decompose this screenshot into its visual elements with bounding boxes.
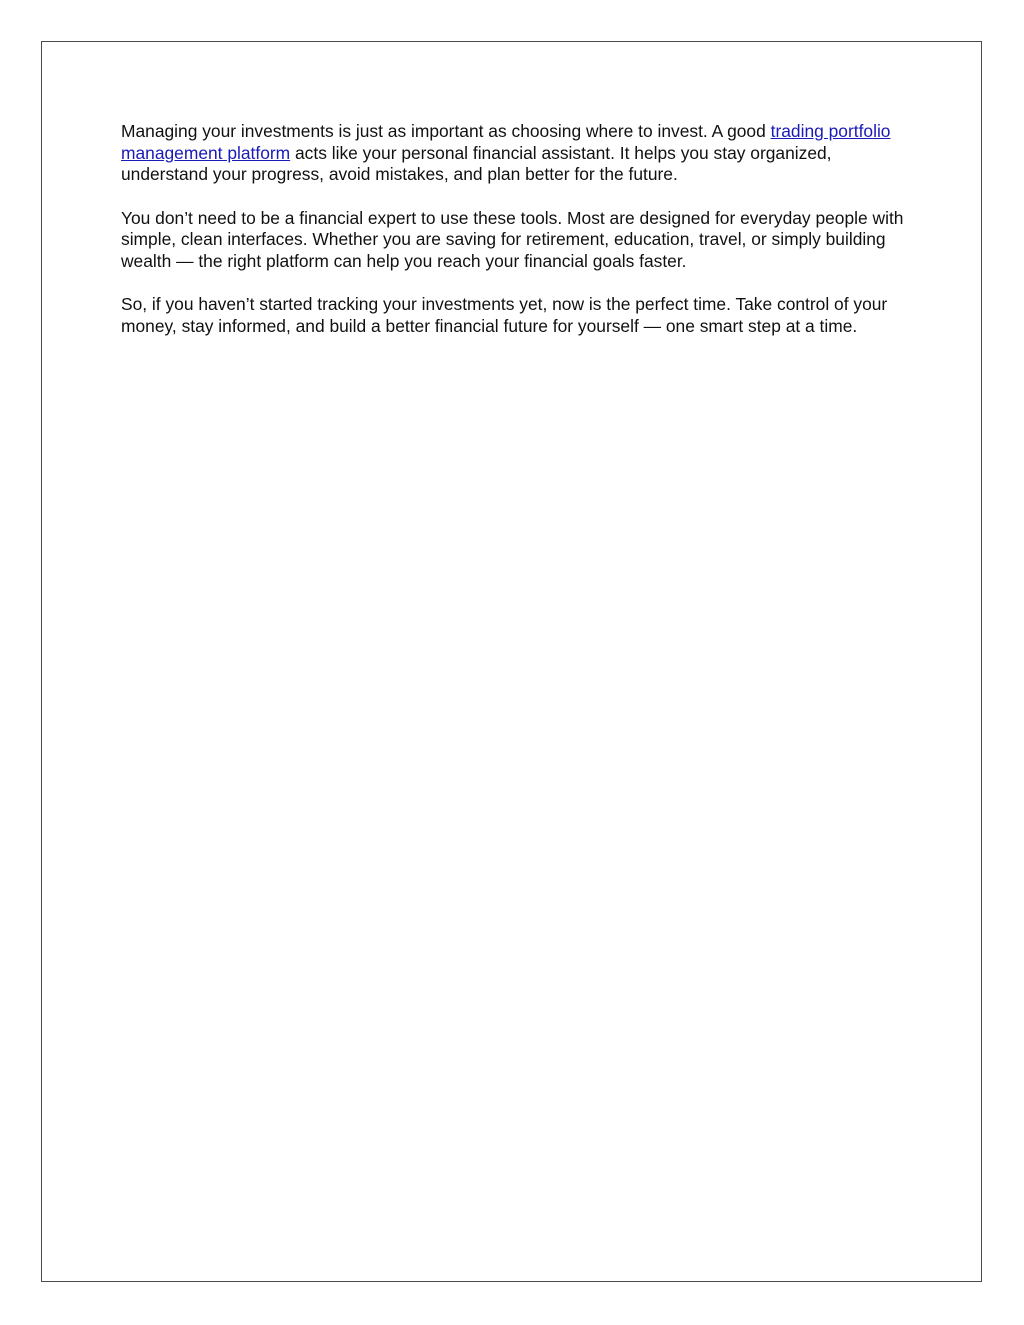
paragraph-intro-text-before: Managing your investments is just as important as choosing where to invest. A good <box>121 121 771 141</box>
paragraph-tools: You don’t need to be a financial expert to use these tools. Most are designed for everyday people with simple, clean interfaces. Whether you are saving for retirement, education, travel, or simply building wealth — the right platform can help you reach your financial goals faster. <box>121 207 904 271</box>
trading-portfolio-link[interactable]: trading portfolio management platform <box>121 121 891 163</box>
paragraph-conclusion: So, if you haven’t started tracking your investments yet, now is the perfect time. Take control of your money, stay informed, and build a better financial future for yourself — one smart step at a time. <box>121 294 888 336</box>
document-body <box>121 121 911 359</box>
paragraph-intro <box>121 121 911 186</box>
paragraph-intro-text-after: acts like your personal financial assistant. It helps you stay organized, understand your progress, avoid mistakes, and plan better for the future. <box>121 142 832 184</box>
